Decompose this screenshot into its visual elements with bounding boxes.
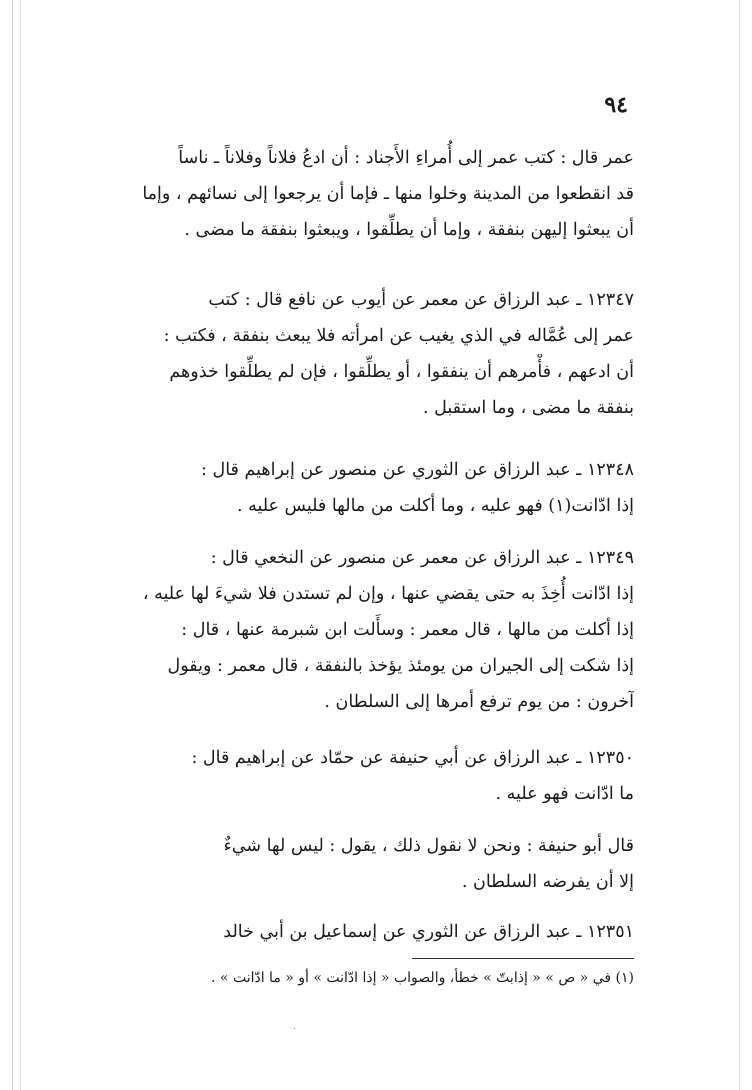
text-line: إذا أكلت من مالها ، قال معمر : وسأَلت ابن شبرمة عنها ، قال : [181,620,634,640]
paragraph-abu-hanifa [78,828,634,900]
text-line: قال أبو حنيفة : ونحن لا نقول ذلك ، يقول : ليس لها شيءٌ [223,836,634,856]
text-line: إذا ادّانت(١) فهو عليه ، وما أكلت من مالها فليس عليه . [236,496,634,516]
text-line: ١٢٣٤٧ ـ عبد الرزاق عن معمر عن أيوب عن نافع قال : كتب [208,290,634,310]
text-line: بنفقة ما مضى ، وما استقبل . [422,398,634,418]
paragraph-12351 [78,914,634,950]
scan-edge-line [20,0,21,1090]
paragraph-12350 [78,740,634,812]
scan-speck: ٠ [292,1024,297,1034]
text-line: إذا شكت إلى الجيران من يومئذ يؤخذ بالنفقة ، قال معمر : ويقول [167,656,634,676]
text-line: آخرون : من يوم ترفع أمرها إلى السلطان . [324,692,634,712]
text-line: ١٢٣٤٨ ـ عبد الرزاق عن الثوري عن منصور عن إبراهيم قال : [201,460,634,480]
text-line: ١٢٣٥١ ـ عبد الرزاق عن الثوري عن إسماعيل بن أبي خالد [223,922,634,942]
paragraph-12348 [78,452,634,524]
text-line: عمر إلى عُمَّاله في الذي يغيب عن امرأته فلا يبعث بنفقة ، فكتب : [163,326,634,346]
text-line: إلا أن يفرضه السلطان . [461,872,634,892]
text-line: إذا ادّانت أُخِذَ به حتى يقضي عنها ، وإن لم تستدن فلا شيءَ لها عليه ، [142,584,634,604]
paragraph-1 [78,140,634,248]
text-line: عمر قال : كتب عمر إلى أُمراءِ الأَجناد : أن ادعُ فلاناً وفلاناً ـ ناساً [178,148,634,168]
footnote-divider [412,958,634,959]
page-number: ٩٤ [604,92,628,118]
text-line: ١٢٣٤٩ ـ عبد الرزاق عن معمر عن منصور عن النخعي قال : [210,548,634,568]
text-line: ١٢٣٥٠ ـ عبد الرزاق عن أبي حنيفة عن حمّاد عن إبراهيم قال : [191,748,634,768]
text-line: ما ادّانت فهو عليه . [495,784,634,804]
paragraph-12347 [78,282,634,426]
text-line: قد انقطعوا من المدينة وخلوا منها ـ فإما أن يرجعوا إلى نسائهم ، وإما [142,184,634,204]
text-line: أن ادعهم ، فأْمرهم أن ينفقوا ، أو يطلِّقوا ، فإن لم يطلِّقوا خذوهم [169,362,634,382]
scan-edge-line [739,0,740,1090]
paragraph-12349 [78,540,634,720]
footnote: (١) في « ص » « إذابتّ » خطأ، والصواب « إذا ادّانت » أو « ما ادّانت » . [211,970,634,986]
scan-edge-line [12,0,13,1090]
text-line: أن يبعثوا إليهن بنفقة ، وإما أن يطلِّقوا ، ويبعثوا بنفقة ما مضى . [184,220,634,240]
